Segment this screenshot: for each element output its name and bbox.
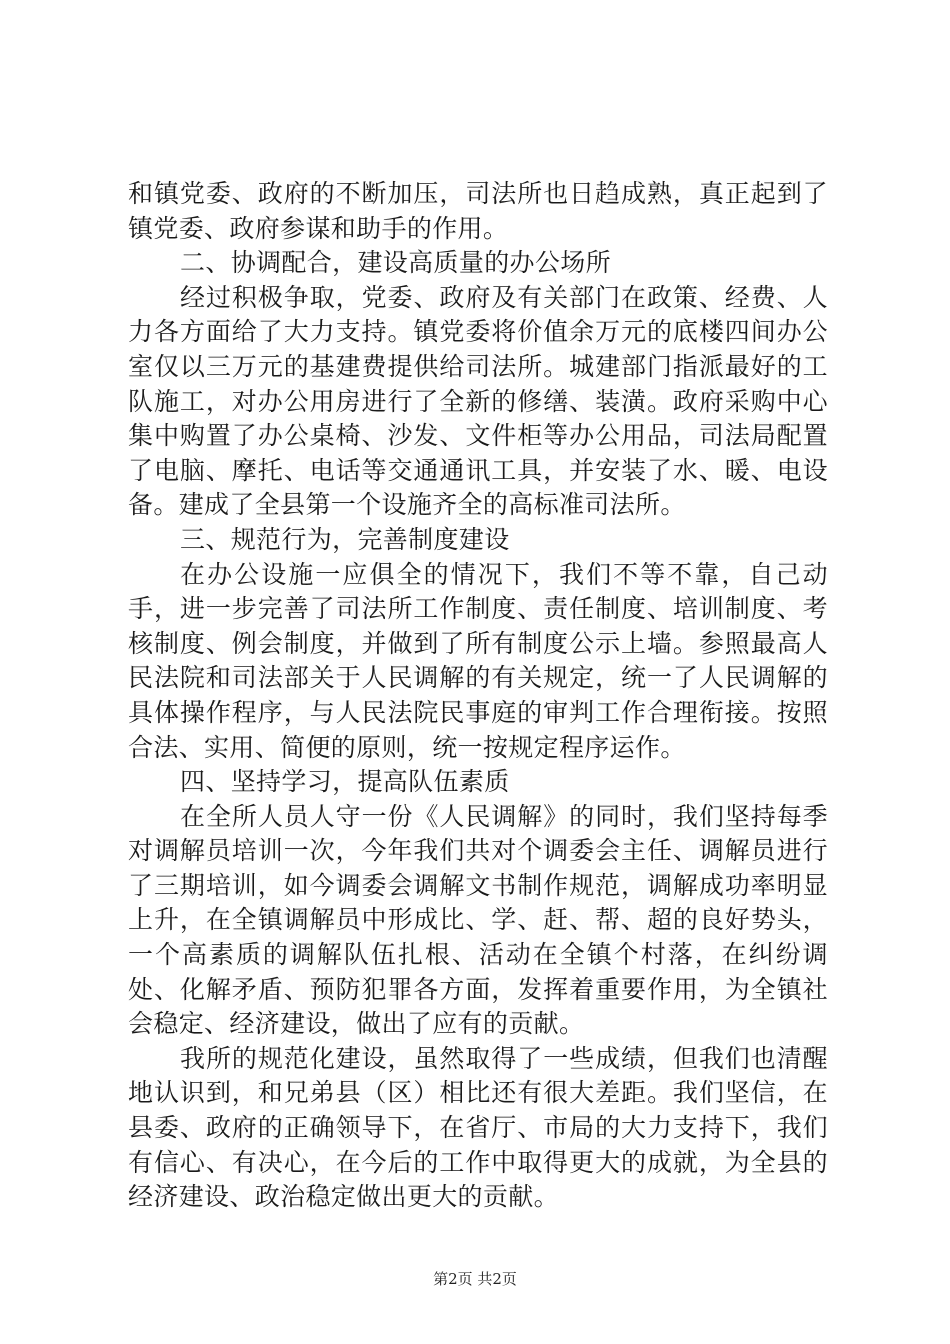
section-heading-2: 二、协调配合，建设高质量的办公场所 — [180, 248, 611, 278]
paragraph-training: 在全所人员人守一份《人民调解》的同时，我们坚持每季对调解员培训一次，今年我们共对个调委会主任、调解员进行了三期培训，如今调委会调解文书制作规范，调解成功率明显上升，在全镇调解员中形成比、学、赶、帮、超的良好势头，一个高素质的调解队伍扎根、活动在全镇个村落，在纠纷调处、化解矛盾、预防犯罪各方面，发挥着重要作用，为全镇社会稳定、经济建设，做出了应有的贡献。 — [128, 801, 828, 1039]
paragraph-system-building: 在办公设施一应俱全的情况下，我们不等不靠，自己动手，进一步完善了司法所工作制度、责任制度、培训制度、考核制度、例会制度，并做到了所有制度公示上墙。参照最高人民法院和司法部关于人民调解的有关规定，统一了人民调解的具体操作程序，与人民法院民事庭的审判工作合理衔接。按照合法、实用、简便的原则，统一按规定程序运作。 — [128, 559, 828, 762]
body-text — [128, 177, 828, 1215]
paragraph-office-facilities: 经过积极争取，党委、政府及有关部门在政策、经费、人力各方面给了大力支持。镇党委将价值余万元的底楼四间办公室仅以三万元的基建费提供给司法所。城建部门指派最好的工队施工，对办公用房进行了全新的修缮、装潢。政府采购中心集中购置了办公桌椅、沙发、文件柜等办公用品，司法局配置了电脑、摩托、电话等交通通讯工具，并安装了水、暖、电设备。建成了全县第一个设施齐全的高标准司法所。 — [128, 282, 828, 520]
section-heading-3: 三、规范行为，完善制度建设 — [180, 524, 510, 554]
paragraph-conclusion: 我所的规范化建设，虽然取得了一些成绩，但我们也清醒地认识到，和兄弟县（区）相比还有很大差距。我们坚信，在县委、政府的正确领导下，在省厅、市局的大力支持下，我们有信心、有决心，在今后的工作中取得更大的成就，为全县的经济建设、政治稳定做出更大的贡献。 — [128, 1043, 828, 1212]
section-heading-4: 四、坚持学习，提高队伍素质 — [180, 767, 510, 797]
page-footer: 第2页 共2页 — [433, 1270, 517, 1288]
paragraph-continuation: 和镇党委、政府的不断加压，司法所也日趋成熟，真正起到了镇党委、政府参谋和助手的作用。 — [128, 179, 828, 243]
